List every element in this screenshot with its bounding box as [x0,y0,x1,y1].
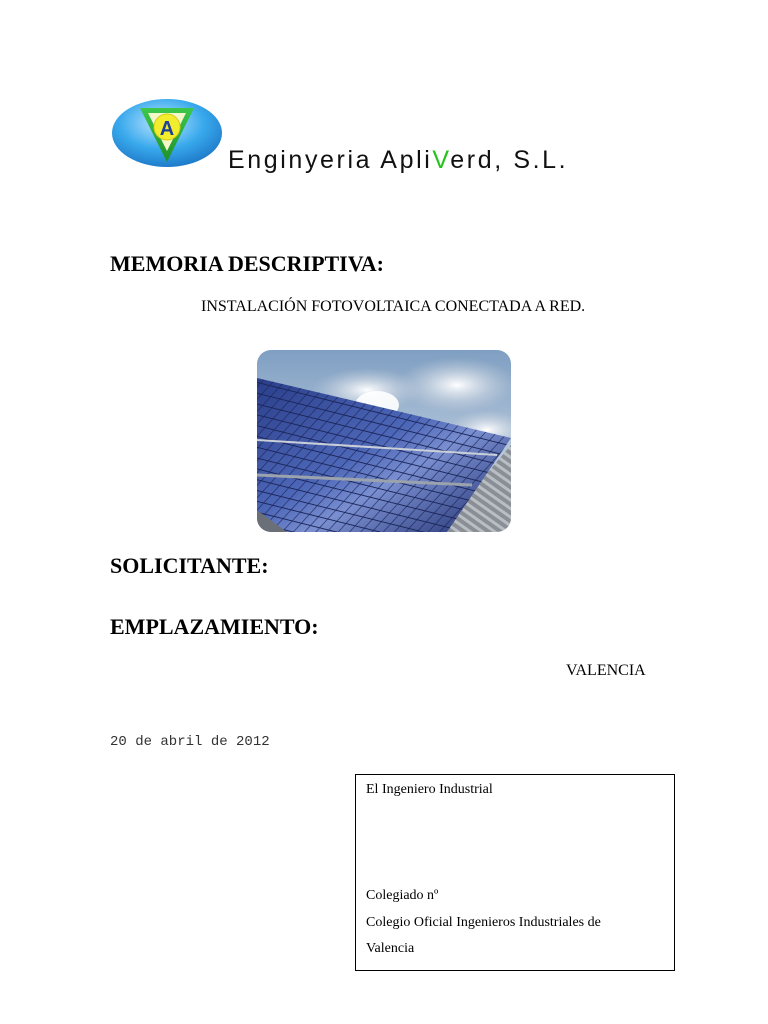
engineer-role: El Ingeniero Industrial [366,782,493,797]
colegio-line-1: Colegio Oficial Ingenieros Industriales de [366,915,601,930]
colegiado-number: Colegiado nº [366,888,439,903]
signature-box [355,774,675,971]
document-subtitle: INSTALACIÓN FOTOVOLTAICA CONECTADA A RED. [201,298,586,315]
svg-text:A: A [159,118,175,140]
colegio-line-2: Valencia [366,941,415,956]
company-name-v: V [432,146,451,174]
document-title: MEMORIA DESCRIPTIVA: [110,251,385,276]
company-name-prefix: Enginyeria Apli [228,146,433,174]
company-logo [110,96,224,170]
solicitante-label: SOLICITANTE: [110,553,269,578]
solar-panel-photo [257,350,511,532]
company-name-suffix: erd, S.L. [450,146,569,174]
document-date: 20 de abril de 2012 [110,734,270,750]
emplazamiento-label: EMPLAZAMIENTO: [110,614,319,639]
company-name [228,146,568,175]
city-value: VALENCIA [566,662,646,679]
